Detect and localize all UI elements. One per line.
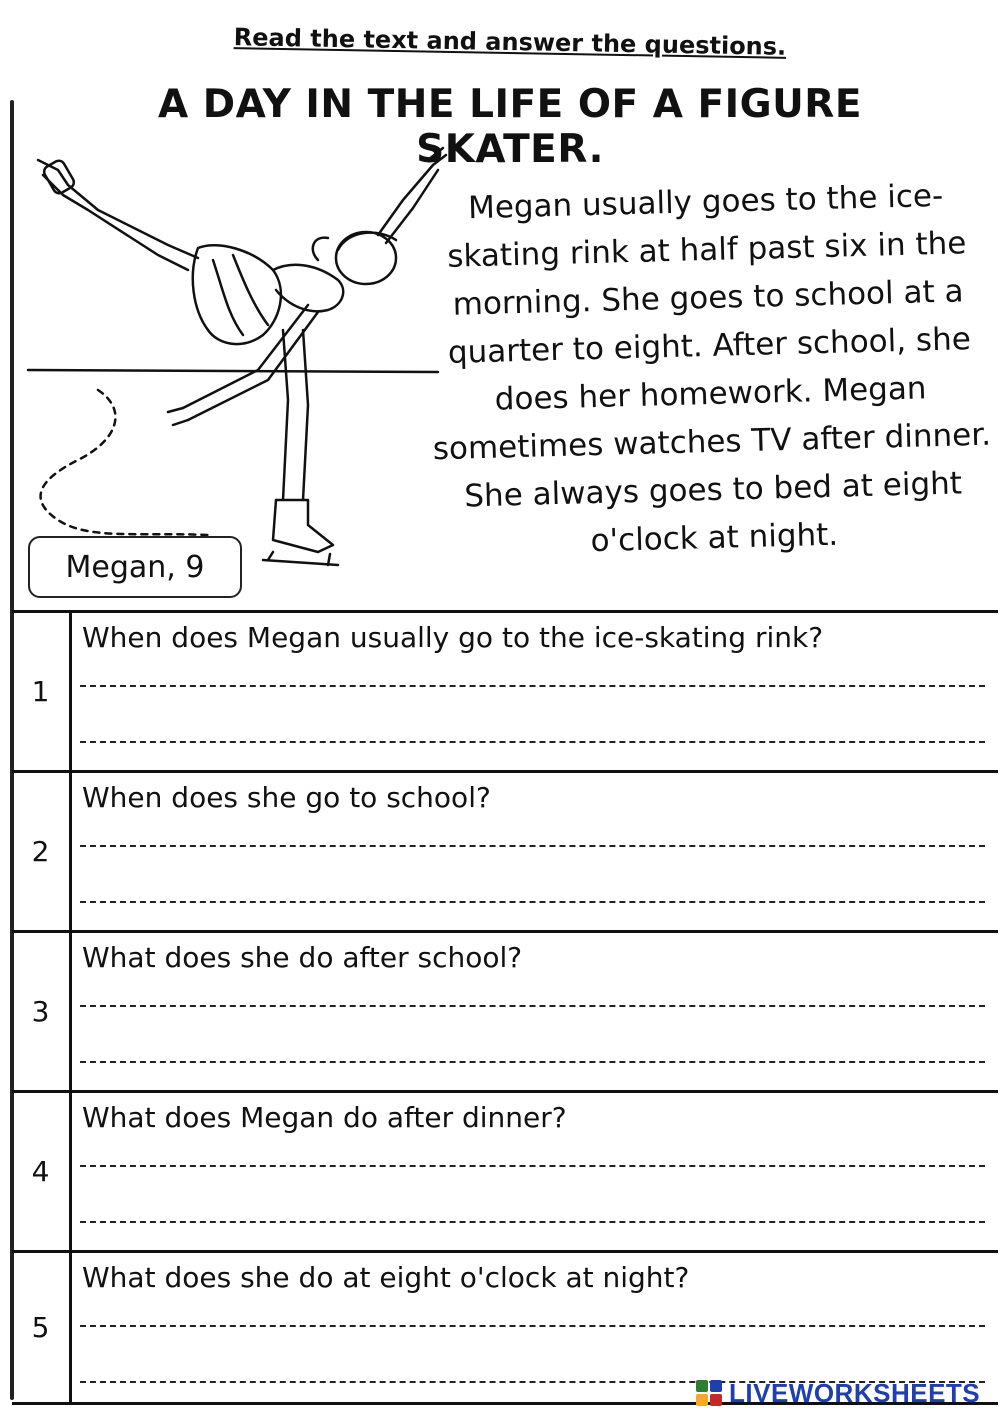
answer-line[interactable]	[80, 1061, 985, 1063]
question-number: 3	[12, 933, 72, 1090]
liveworksheets-watermark	[695, 1376, 980, 1410]
question-number: 1	[12, 613, 72, 770]
liveworksheets-logo-icon	[695, 1379, 723, 1407]
question-number: 4	[12, 1093, 72, 1250]
answer-line[interactable]	[80, 1221, 985, 1223]
answer-line[interactable]	[80, 1005, 985, 1007]
question-row	[12, 933, 998, 1093]
figure-skater-illustration	[18, 140, 448, 600]
reading-passage: Megan usually goes to the ice-skating rink at half past six in the morning. She goes to school at a quarter to eight. After school, she does her homework. Megan sometimes watches TV after dinner. She always goes to bed at eight o'clock at night.	[432, 177, 992, 560]
answer-line[interactable]	[80, 741, 985, 743]
answer-line[interactable]	[80, 1325, 985, 1327]
name-tag: Megan, 9	[28, 536, 242, 598]
question-text: What does Megan do after dinner?	[82, 1101, 567, 1134]
question-text: When does Megan usually go to the ice-skating rink?	[82, 621, 824, 654]
answer-line[interactable]	[80, 1165, 985, 1167]
question-row	[12, 613, 998, 773]
answer-line[interactable]	[80, 685, 985, 687]
question-table	[12, 610, 998, 1405]
instruction-text: Read the text and answer the questions.	[233, 23, 787, 61]
question-row	[12, 773, 998, 933]
answer-line[interactable]	[80, 845, 985, 847]
question-number: 5	[12, 1253, 72, 1402]
answer-line[interactable]	[80, 901, 985, 903]
page-title: A DAY IN THE LIFE OF A FIGURE SKATER.	[158, 82, 862, 172]
question-text: When does she go to school?	[82, 781, 491, 814]
question-row	[12, 1093, 998, 1253]
question-number: 2	[12, 773, 72, 930]
question-text: What does she do at eight o'clock at night?	[82, 1261, 690, 1294]
question-text: What does she do after school?	[82, 941, 523, 974]
watermark-text: LIVEWORKSHEETS	[729, 1377, 981, 1408]
